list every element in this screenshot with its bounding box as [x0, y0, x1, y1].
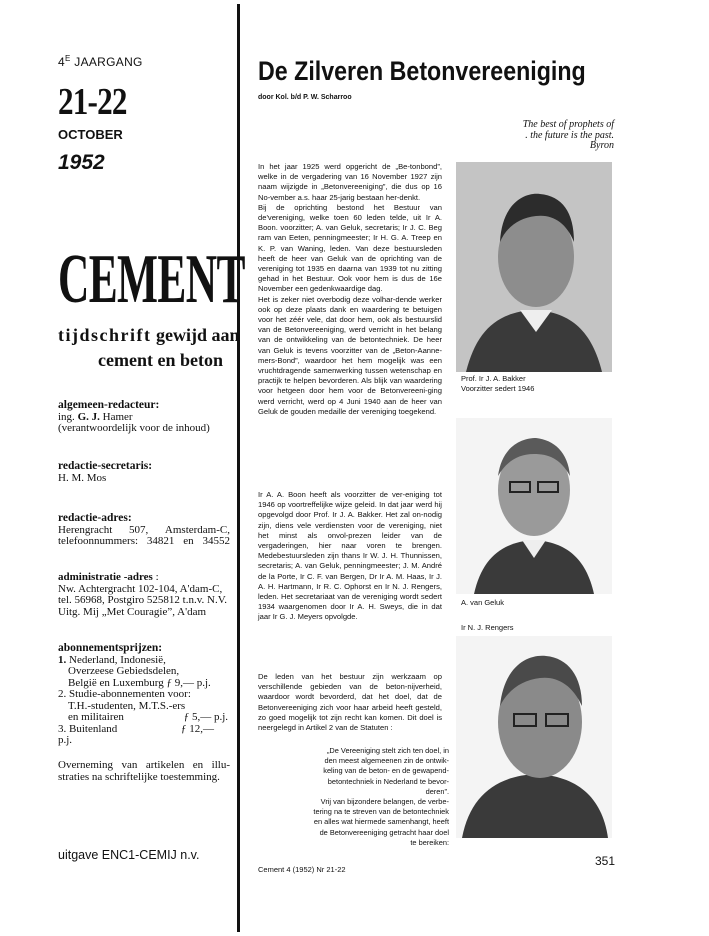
- editor-name: ing. G. J. Hamer: [58, 410, 133, 423]
- subscription-item: 1. Nederland, Indonesië,: [58, 653, 166, 666]
- issue-number: 21-22: [58, 81, 127, 123]
- address-line: Herengracht 507, Amsterdam-C,: [58, 523, 230, 536]
- motto-line: . the future is the past.: [525, 129, 614, 141]
- editor-note: (verantwoordelijk voor de inhoud): [58, 422, 210, 434]
- subscription-item-cont: België en Luxemburg ƒ 9,— p.j.: [68, 676, 211, 689]
- quote-line: en alles wat hiermede samenhangt, heeft: [313, 817, 449, 827]
- quote-line: deren”.: [425, 786, 449, 796]
- article-body-part1: [258, 162, 442, 417]
- article-body-part2: [258, 490, 442, 623]
- reprint-line: Overneming van artikelen en illu-: [58, 759, 230, 771]
- paragraph: Ir A. A. Boon heeft als voorzitter de ver-eniging tot 1946 op voortreffelijke wijze geleid. In dat jaar werd hij opgevolgd door Prof. Ir J. A. Bakker. Het zal on-nodig zijn, diens vele verdiensten voor de vereniging, niet het minst als onvol-prezen leider van de vergaderingen, hier naar voren te brengen. Medebestuursleden zijn thans Ir W. J. H. Thunnissen, secretaris; A. van Geluk, penningmeester; J. M. André de la Porte, Ir C. F. van Bergen, Dr Ir A. M. Haas, Ir J. A. H. Hartmann, Ir R. C. Ophorst en Ir N. J. Rengers, leden. Het secretariaat van de vereniging wordt sedert 1934 waargenomen door Ir A. H. Sweys, die in dat jaar Ir G. J. Meyers opvolgde.: [258, 490, 442, 622]
- paragraph: In het jaar 1925 werd opgericht de „Be-tonbond”, welke in de vergadering van 16 November 1927 zijn naam wijzigde in „Betonvereeniging”, die dus op 16 No-vember a.s. haar 25-jarig bestaan her-denkt.: [258, 162, 442, 202]
- journal-subtitle-line1: tijdschrift gewijd aan: [58, 325, 240, 345]
- page-number: 351: [595, 854, 616, 868]
- quote-line: „De Vereeniging stelt zich ten doel, in: [326, 746, 449, 755]
- quote-line: de Betonvereeniging getracht haar doel: [319, 827, 449, 837]
- paragraph: Bij de oprichting bestond het Bestuur van de'vereniging, welke toen 60 leden telde, uit Ir A. Boon. voorzitter; A. van Geluk, secretaris; Ir J. C. Beg ram van Eeten, penningmeester; Ir H. G. A. Treep en K. P. van Waning, leden. Van deze bestuursleden heeft de heer van Geluk van de oprichting van de vereniging tot 1935 en daarna van 1939 tot nu zitting gehad in het Bestuur. Ook voor hem is dus de 16e November een gedenkwaardige dag.: [258, 202, 442, 294]
- article-title: De Zilveren Betonvereeniging: [258, 56, 586, 86]
- phones-line: telefoonnummers: 34821 en 34552: [58, 535, 230, 547]
- subscription-item-cont: p.j.: [58, 734, 73, 746]
- photo-caption-van-geluk: A. van Geluk: [461, 598, 504, 607]
- motto-author: Byron: [589, 140, 614, 151]
- quote-line: betontechniek in Nederland te bevor-: [327, 776, 449, 786]
- journal-name: CEMENT: [58, 241, 245, 318]
- quote-line: Vrij van bijzondere belangen, de verbe-: [320, 797, 449, 807]
- subscription-item: 2. Studie-abonnementen voor:: [58, 688, 191, 700]
- quote-line: den meest algemeenen zin de ontwik-: [324, 756, 449, 766]
- subscription-item-cont: Overzeese Gebiedsdelen,: [68, 665, 180, 677]
- photo-caption-rengers: Ir N. J. Rengers: [461, 623, 514, 632]
- subscriptions-block: [58, 643, 230, 747]
- portrait-photo-bakker: [456, 162, 612, 372]
- admin-line: tel. 56968, Postgiro 525812 t.n.v. N.V.: [58, 594, 227, 606]
- article-motto: [472, 120, 614, 152]
- address-heading: redactie-adres:: [58, 512, 132, 524]
- photo-caption-bakker: [461, 374, 534, 393]
- article-citation: Cement 4 (1952) Nr 21-22: [258, 865, 346, 874]
- editor-block: [58, 400, 230, 435]
- paragraph: Het is zeker niet overbodig deze volhar-dende werker ook op deze plaats dank en waardering te betuigen voor het zéér vele, dat door hem, ook als bestuurslid van de Betonvereeniging, werd verricht in het belang van de ontwikkeling van de betontechniek. De heer van Geluk is tevens voorzitter van de „Beton-Aanne-mers-Bond”, waardoor het hem mogelijk was een vruchtdragende samenwerking tussen wetenschap en practijk te helpen bevorderen. Als blijk van waardering voor hetgeen door hem voor de Betonvereeni-ging werd verricht, werd op 4 Juni 1940 aan de heer van Geluk de gouden medaille der vereniging toegekend.: [258, 294, 442, 416]
- admin-block: [58, 572, 230, 618]
- quote-line: te bereiken:: [410, 837, 449, 847]
- reprint-notice: [58, 760, 230, 783]
- quote-line: tering na te streven van de betontechniek: [313, 807, 449, 817]
- subscription-item: 3. Buitenland ƒ 12,—: [58, 722, 214, 735]
- secretaries-heading: redactie-secretaris:: [58, 460, 153, 472]
- volume-label: $4^E$ JAARGANG: [58, 54, 143, 69]
- article-body-part3: [258, 672, 442, 733]
- admin-line: Nw. Achtergracht 102-104, A'dam-C,: [58, 582, 223, 595]
- caption-line: Voorzitter sedert 1946: [461, 383, 535, 393]
- caption-line: Prof. Ir J. A. Bakker: [461, 374, 526, 383]
- statutes-quote: [310, 746, 449, 848]
- journal-subtitle-line2: cement en beton: [98, 350, 223, 370]
- portrait-photo-rengers: [456, 636, 612, 838]
- secretaries-name: H. M. Mos: [58, 471, 107, 484]
- subscriptions-heading: abonnementsprijzen:: [58, 642, 163, 654]
- admin-heading: administratie -adres :: [58, 571, 159, 583]
- paragraph: De leden van het bestuur zijn werkzaam op verschillende gebieden van de beton-nijverheid, waardoor wordt bevorderd, dat het doel, dat de Betonvereeniging zich voor haar arbeid heeft gesteld, zo goed mogelijk tot zijn recht kan komen. Dit doel is neergelegd in Artikel 2 van de Statuten :: [258, 672, 442, 733]
- publisher-line: uitgave ENC1-CEMIJ n.v.: [58, 848, 200, 862]
- subscription-item-cont: T.H.-studenten, M.T.S.-ers: [68, 699, 186, 712]
- subscription-item-cont: en militairen ƒ 5,— p.j.: [68, 711, 228, 723]
- address-block: [58, 513, 230, 548]
- issue-year: 1952: [58, 151, 105, 174]
- column-divider: [237, 4, 240, 932]
- admin-line: Uitg. Mij „Met Couragie”, A'dam: [58, 605, 207, 618]
- quote-line: keling van de beton- en de gewapend-: [323, 766, 449, 776]
- issue-month: OCTOBER: [58, 127, 123, 142]
- article-byline: door Kol. b/d P. W. Scharroo: [258, 94, 352, 101]
- editor-heading: algemeen-redacteur:: [58, 399, 160, 411]
- motto-line: The best of prophets of: [522, 119, 614, 130]
- portrait-photo-van-geluk: [456, 418, 612, 594]
- secretaries-block: [58, 461, 230, 484]
- reprint-line: straties na schriftelijke toestemming.: [58, 770, 220, 783]
